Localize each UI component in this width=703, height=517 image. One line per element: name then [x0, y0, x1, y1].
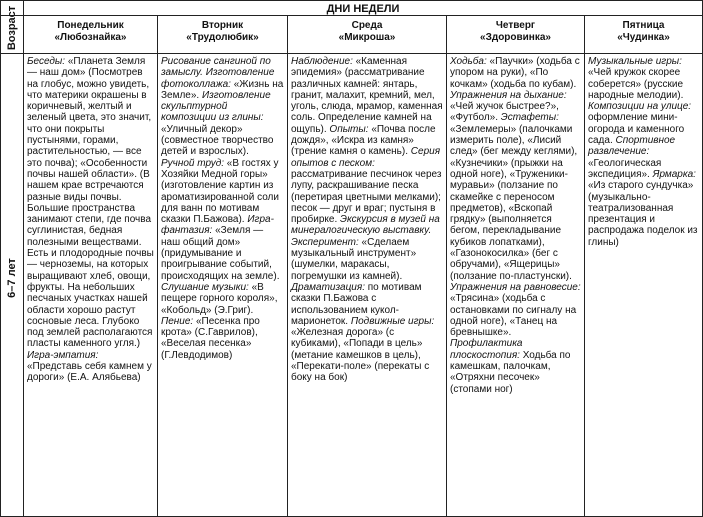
activity-label: Пение:	[161, 315, 196, 327]
activity-label: Музыкальные игры:	[588, 56, 682, 67]
cell-tuesday	[158, 55, 287, 516]
day-subtitle: «Любознайка»	[54, 31, 127, 43]
activity-text: рассматривание песчинок через лупу, раскрашивание песка (перетирая цветными мелками); песок — друг и враг; пустыня в пробирке.	[291, 168, 442, 226]
activity-label: Игра-фантазия:	[161, 214, 274, 237]
day-header-thursday	[447, 20, 584, 43]
day-header-monday	[24, 20, 157, 43]
activity-text: «Чей кружок скорее соберется» (русские народные мелодии).	[588, 67, 684, 101]
table-title: ДНИ НЕДЕЛИ	[326, 3, 400, 15]
day-name: Понедельник	[57, 20, 124, 31]
cell-wednesday	[288, 55, 446, 516]
activity-text: «Паучки» (ходьба с упором на руки), «По кочкам» (ходьба по кубам).	[450, 56, 580, 90]
activity-label: Беседы:	[27, 56, 68, 67]
activity-label: Ярмарка:	[652, 168, 696, 180]
activity-text: «В пещере горного короля», «Кобольд» (Э.Григ).	[161, 281, 278, 316]
day-subtitle: «Микроша»	[338, 31, 396, 43]
cell-friday	[585, 55, 702, 516]
activity-text: «Жизнь на Земле».	[161, 78, 284, 101]
day-header-tuesday	[158, 20, 287, 43]
activity-text: «Представь себя камнем у дороги» (Е.А. Алябьева)	[27, 361, 152, 384]
activity-label: Наблюдение:	[291, 56, 356, 67]
activity-text: по мотивам сказки П.Бажова с использованием кукол-марионеток.	[291, 281, 422, 327]
day-name: Пятница	[622, 20, 665, 31]
activity-label: Подвижные игры:	[350, 315, 435, 327]
activity-text: «В гостях у Хозяйки Медной горы» (изготовление картин из ароматизированной соли для ванн по мотивам сказки П.Бажова).	[161, 157, 279, 226]
activity-text: «Из старого сундучка» (музыкально-театрализованная презентация и распродажа поделок из глины)	[588, 180, 698, 248]
activity-label: Упражнения на дыхание:	[450, 89, 567, 101]
activity-text: «Сделаем музыкальный инструмент» (шумелки, маракасы, погремушки из камней).	[291, 236, 417, 282]
activity-label: Эстафеты:	[500, 112, 559, 124]
age-value: 6–7 лет	[6, 258, 18, 298]
activity-label: Рисование сангиной по замыслу. Изготовление фотоколлажа:	[161, 56, 275, 90]
activity-label: Серия опытов с песком:	[291, 146, 441, 169]
activity-text: оформление мини-огорода и каменного сада.	[588, 112, 685, 147]
day-name: Четверг	[495, 20, 536, 31]
day-name: Среда	[351, 20, 383, 31]
activity-text: «Железная дорога» (с кубиками), «Попади в цель» (метание камешков в цель), «Перекати-поле» (перекаты с боку на бок)	[291, 327, 430, 384]
activity-label: Опыты:	[329, 123, 372, 135]
age-column-header: Возраст	[6, 5, 18, 51]
activity-text: «Трясина» (ходьба с остановками по сигналу на одной ноге), «Танец на бревнышке».	[450, 293, 577, 339]
activity-label: Ручной труд:	[161, 157, 227, 169]
activity-text: «Почва после дождя», «Искра из камня» (трение камня о камень).	[291, 123, 436, 158]
activity-label: Спортивное развлечение:	[588, 135, 676, 158]
activity-text: «Землемеры» (палочками измерить поле), «Лисий след» (бег между кеглями), «Кузнечики» (прыжки на одной ноге), «Труженики-муравьи» (ползание по скамейке с переносом предметов), «Вскопай грядку» (выполняется бегом, перекладывание кубиков лопатками), «Газонокосилка» (бег с обручами), «Ящерицы» (ползание по-пластунски).	[450, 123, 578, 282]
activity-text: «Чей жучок быстрее?», «Футбол».	[450, 101, 559, 124]
activity-text: «Земля — наш общий дом» (придумывание и проигрывание событий, происходящих на земле).	[161, 225, 280, 282]
activity-text: «Песенка про крота» (С.Гаврилов), «Веселая песенка» (Г.Левдодимов)	[161, 315, 260, 361]
day-subtitle: «Здоровинка»	[480, 31, 551, 43]
day-subtitle: «Чудинка»	[617, 31, 670, 43]
activity-label: Профилактика плоскостопия:	[450, 338, 523, 361]
cell-monday	[24, 55, 157, 516]
activity-label: Композиции на улице:	[588, 101, 692, 113]
activity-label: Слушание музыки:	[161, 281, 252, 293]
activity-label: Игра-эмпатия:	[27, 349, 99, 361]
activity-label: Экскурсия в музей на минералогическую выставку. Эксперимент:	[291, 214, 440, 248]
activity-text: Ходьба по камешкам, палочкам, «Отряхни песочек» (стопами ног)	[450, 349, 571, 395]
activity-text: «Геологическая экспедиция».	[588, 157, 662, 180]
day-header-wednesday	[288, 20, 446, 43]
activity-label: Упражнения на равновесие:	[450, 281, 581, 293]
day-name: Вторник	[201, 20, 244, 31]
cell-thursday	[447, 55, 584, 516]
header-bottom-border	[1, 53, 702, 54]
activity-label: Изготовление скульптурной композиции из глины:	[161, 89, 271, 124]
activity-text: «Планета Земля — наш дом» (Посмотрев на глобус, можно увидеть, что материки окрашены в коричневый, желтый и зеленый цвета, это значит, что они покрыты пустынями, горами, растительностью, — все это почва); «Особенности почвы нашей области». (В нашем крае встречаются разные виды почвы. Большие пространства занимают степи, где почва суглинистая, бедная полезными веществами. Есть и плодородные почвы — черноземы, на которых выращивают хлеб, овощи, фрукты. На небольших песчаных участках нашей области хорошо растут сосновые леса. Глубоко под землей располагаются пласты каменного угля.)	[27, 56, 154, 350]
activity-label: Драматизация:	[291, 281, 368, 293]
activity-text: «Уличный декор» (совместное творчество детей и взрослых).	[161, 123, 274, 158]
activity-label: Ходьба:	[450, 56, 490, 67]
day-subtitle: «Трудолюбик»	[186, 31, 259, 43]
activity-text: «Каменная эпидемия» (рассматривание различных камней: янтарь, гранит, малахит, кремний, мел, уголь, слюда, мрамор, каменная соль. Определение камней на ощупь).	[291, 56, 443, 135]
day-header-friday	[585, 20, 702, 43]
